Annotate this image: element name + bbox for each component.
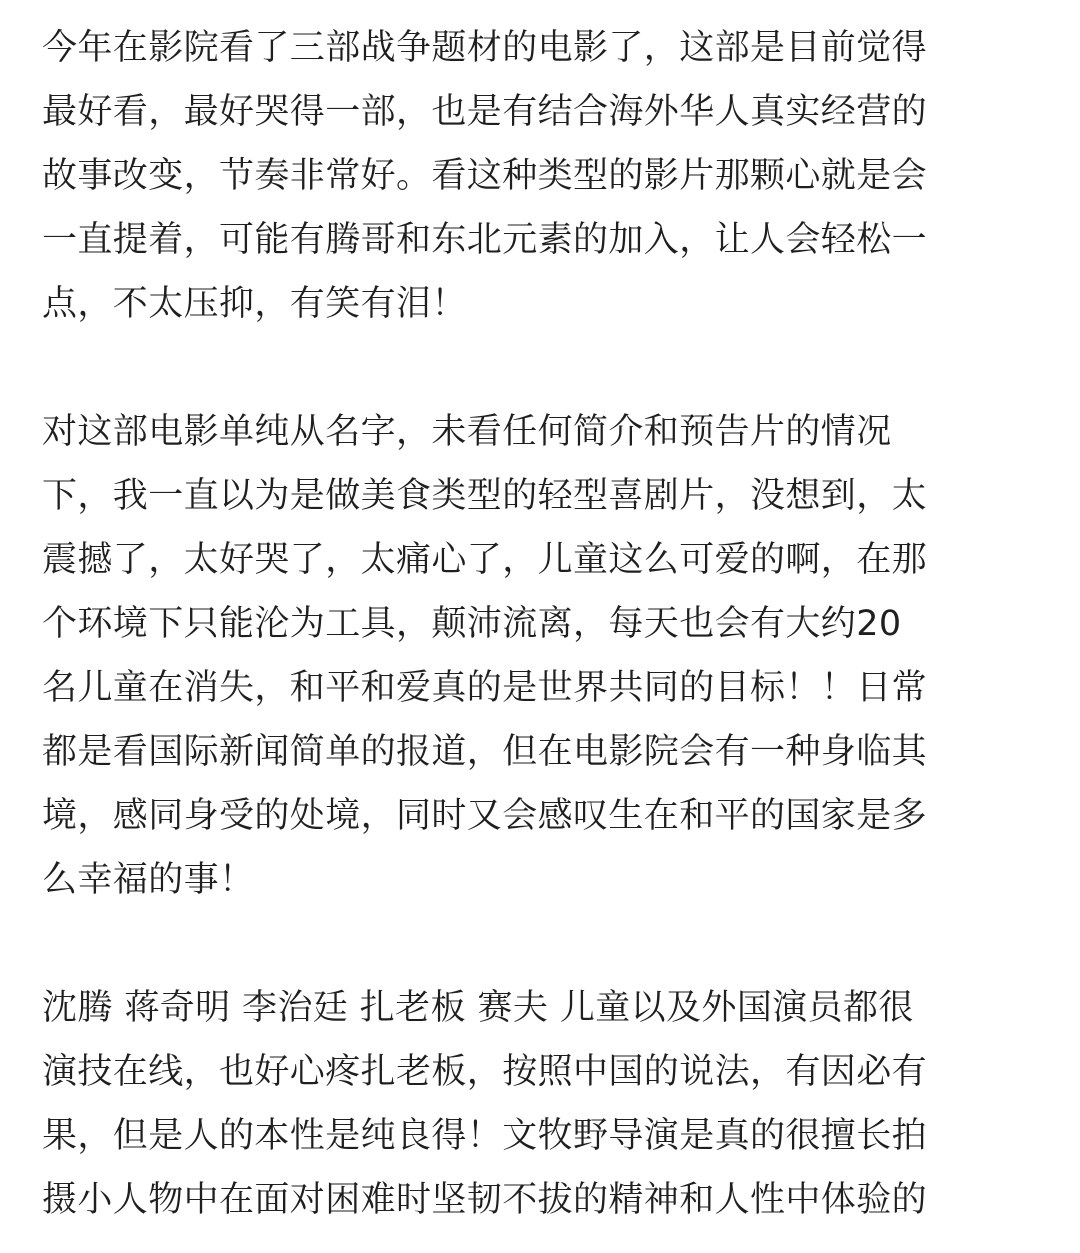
paragraph-2 <box>42 400 1042 912</box>
paragraph-1 <box>42 16 1042 336</box>
text-line: 今年在影院看了三部战争题材的电影了，这部是目前觉得 <box>42 28 928 68</box>
text-line: 最好看，最好哭得一部，也是有结合海外华人真实经营的 <box>42 92 928 132</box>
text-line: 么幸福的事！ <box>42 860 255 900</box>
text-line: 下，我一直以为是做美食类型的轻型喜剧片，没想到，太 <box>42 476 928 516</box>
text-line: 个环境下只能沦为工具，颠沛流离，每天也会有大约20 <box>42 604 902 644</box>
paragraph-spacer <box>42 336 1042 400</box>
text-line: 演技在线，也好心疼扎老板，按照中国的说法，有因必有 <box>42 1052 928 1092</box>
text-line: 对这部电影单纯从名字，未看任何简介和预告片的情况 <box>42 412 892 452</box>
paragraph-spacer <box>42 912 1042 976</box>
post-body <box>42 16 1042 1232</box>
text-line: 都是看国际新闻简单的报道，但在电影院会有一种身临其 <box>42 732 928 772</box>
text-line: 果，但是人的本性是纯良得！文牧野导演是真的很擅长拍 <box>42 1116 928 1156</box>
text-line: 点，不太压抑，有笑有泪！ <box>42 284 467 324</box>
text-line: 一直提着，可能有腾哥和东北元素的加入，让人会轻松一 <box>42 220 928 260</box>
text-line: 震撼了，太好哭了，太痛心了，儿童这么可爱的啊，在那 <box>42 540 928 580</box>
paragraph-3 <box>42 976 1042 1232</box>
text-line: 境，感同身受的处境，同时又会感叹生在和平的国家是多 <box>42 796 928 836</box>
text-line: 故事改变，节奏非常好。看这种类型的影片那颗心就是会 <box>42 156 928 196</box>
text-line: 摄小人物中在面对困难时坚韧不拔的精神和人性中体验的 <box>42 1180 928 1220</box>
text-line: 沈腾 蒋奇明 李治廷 扎老板 赛夫 儿童以及外国演员都很 <box>42 988 914 1028</box>
text-line: 名儿童在消失，和平和爱真的是世界共同的目标！！日常 <box>42 668 928 708</box>
